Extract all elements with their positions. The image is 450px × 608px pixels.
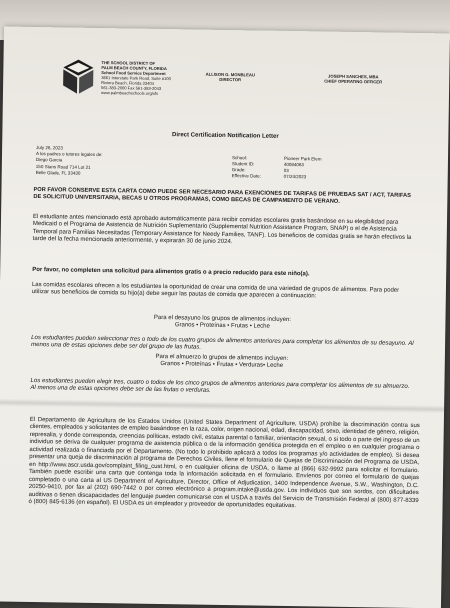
recipient-address-line: 150 Stans Road 714 Lot 21 [35,163,91,170]
student-info-block [232,155,322,180]
eligibility-paragraph: El estudiante antes mencionado está aprobado automáticamente para recibir comidas escolares gratis basándose en su elegibilidad para Medicaid o el Programa de Asistencia de Nutrición Suplementario (Supplemental Nutrition Assistance Program, SNAP) o el de Asistencia Temporal para Familias Necesitadas (Temporary Assistance for Needy Families, TANF). Los beneficios de comidas gratis se harán efectivos la tarde del la fecha mencionada anteriormente, y expirarán 30 de junio 2024. [32,213,412,246]
student-info-key: Grade: [231,167,246,173]
student-info-row [232,173,322,180]
paper-fold-crease [0,398,444,413]
student-info-key: Effective Date: [231,173,261,179]
salutation: A los padres o tutores legales de: [35,151,103,158]
student-info-key: School: [231,155,248,161]
meal-guidelines-paragraph: Las comidas escolares ofrecen a los estudiantes la oportunidad de crear una comida de una variedad de grupos de alimentos. Para poder utilizar sus beneficios de comida su hijo(a) debe seguir las pautas de comida que aparecen a continuación: [31,281,400,300]
director-block [195,72,265,83]
lunch-heading: Para el almuerzo lo grupos de alimentos incluyen: [155,353,289,363]
usda-nondiscrimination-statement: El Departamento de Agricultura de los Estados Unidos (United States Department of Agriculture, USDA) prohíbe la discriminación contra sus clientes, empleados y solicitantes de empleo basándose en la raza, color, origen nacional, edad, discapacidad, sexo, identidad de género, religión, represalia, y donde corresponda, creencias políticas, estado civil, estatus parental o familiar, orientación sexual, o si todo o parte del ingreso de un individuo se deriva de cualquier programa de asistencia pública o de la información genética protegida en el empleo o en cualquier programa o actividad realizada o financiada por el Departamento. (No todo lo prohibido aplicará a todos los programas y/o actividades de empleo). Si desea presentar una queja de discriminación al programa de Derechos Civiles, llene el formulario de Quejas de Discriminación del Programa de USDA, en http://www.ascr.usda.gov/complaint_filing_cust.html, o en cualquier oficina de USDA, o llame al (866) 632-9992 para solicitar el formulario. También puede escribir una carta que contenga toda la información solicitada en el formulario. Envíenos por correo el formulario de quejas completado o una carta al US Department of Agriculture, Director, Office of Adjudication, 1400 Independence Avenue, S.W., Washington, D.C. 20250-9410, por fax al (202) 690-7442 o por correo electrónico a program.intake@usda.gov. Los individuos que son sordos, con dificultades auditivas o tienen discapacidades del lenguaje pueden comunicarse con el USDA a través del Servicio de Transmisión Federal al (800) 877-8339 ó (800) 845-6136 (en español). El USDA es un empleador y proveedor de oportunidades equitativas. [28,416,420,510]
recipient-name: Diego Garcia [35,157,63,163]
district-line: School Food Service Department [101,70,166,77]
lunch-food-groups: Granos • Proteínas • Frutas • Verduras• Leche [160,361,284,370]
recipient-block [36,145,103,177]
breakfast-rule: Los estudiantes pueden seleccionar tres o todo de los cuatro grupos de alimentos anteriores para completar los alimentos de su desayuno. Al menos una de estas opciones debe ser del grupo de las frutas. [30,333,414,352]
keep-letter-notice: POR FAVOR CONSERVE ESTA CARTA COMO PUEDE SER NECESARIO PARA EXENCIONES DE TARIFAS DE PRUEBAS SAT / ACT, TARIFAS DE SOLICITUD UNIVERSITARIA, BECAS U OTROS PROGRAMAS, COMO BECAS DE CAMPAMENTO DE VERANO. [33,186,411,205]
letter-page [0,26,450,608]
recipient-address-line: Belle Glade, FL 33430 [35,169,81,176]
student-info-value: 03 [283,167,289,173]
district-line: www.palmbeachschools.org/sfs [100,90,159,96]
director-name: ALLISON G. MONBLEAU [205,71,255,78]
district-address-block [101,60,171,96]
breakfast-groups-block [0,312,445,334]
letter-date: July 26, 2023 [36,145,63,151]
lunch-groups-block [0,351,445,373]
breakfast-heading: Para el desayuno los grupos de alimentos incluyen: [153,314,292,324]
student-info-value: 07/24/2023 [283,173,307,180]
no-application-notice: Por favor, no completen una solicitud para alimentos gratis o a precio reducido para este niño(a). [32,266,310,278]
student-info-key: Student ID: [231,161,255,167]
district-line: 561-383-2000 Fax 561-383-2043 [101,85,162,91]
district-line: PALM BEACH COUNTY, FLORIDA [101,65,167,72]
coo-name: JOSEPH SANCHES, MBA [327,73,379,80]
district-line: Riviera Beach, Florida 33404 [101,80,154,86]
school-district-logo-icon [61,57,96,96]
letter-title: Direct Certification Notification Letter [171,132,279,140]
director-title: DIRECTOR [219,76,242,83]
lunch-rule: Los estudiantes pueden elegir tres, cuatro o todos de los cinco grupos de alimentos anteriores para completar los alimentos de su almuerzo. Al menos una de estas opciones debe ser de las frutas o verduras. [30,376,410,395]
coo-block [303,73,403,85]
student-info-value: Pioneer Park Elem [283,155,322,162]
district-line: 3661 Interstate Park Road, Suite #100 [101,75,171,82]
coo-title: CHIEF OPERATING OFFICER [324,78,383,85]
student-info-value: 40084063 [283,161,304,168]
district-line: THE SCHOOL DISTRICT OF [101,60,156,66]
letterhead [3,26,450,113]
breakfast-food-groups: Granos • Proteínas • Frutas • Leche [174,322,270,331]
